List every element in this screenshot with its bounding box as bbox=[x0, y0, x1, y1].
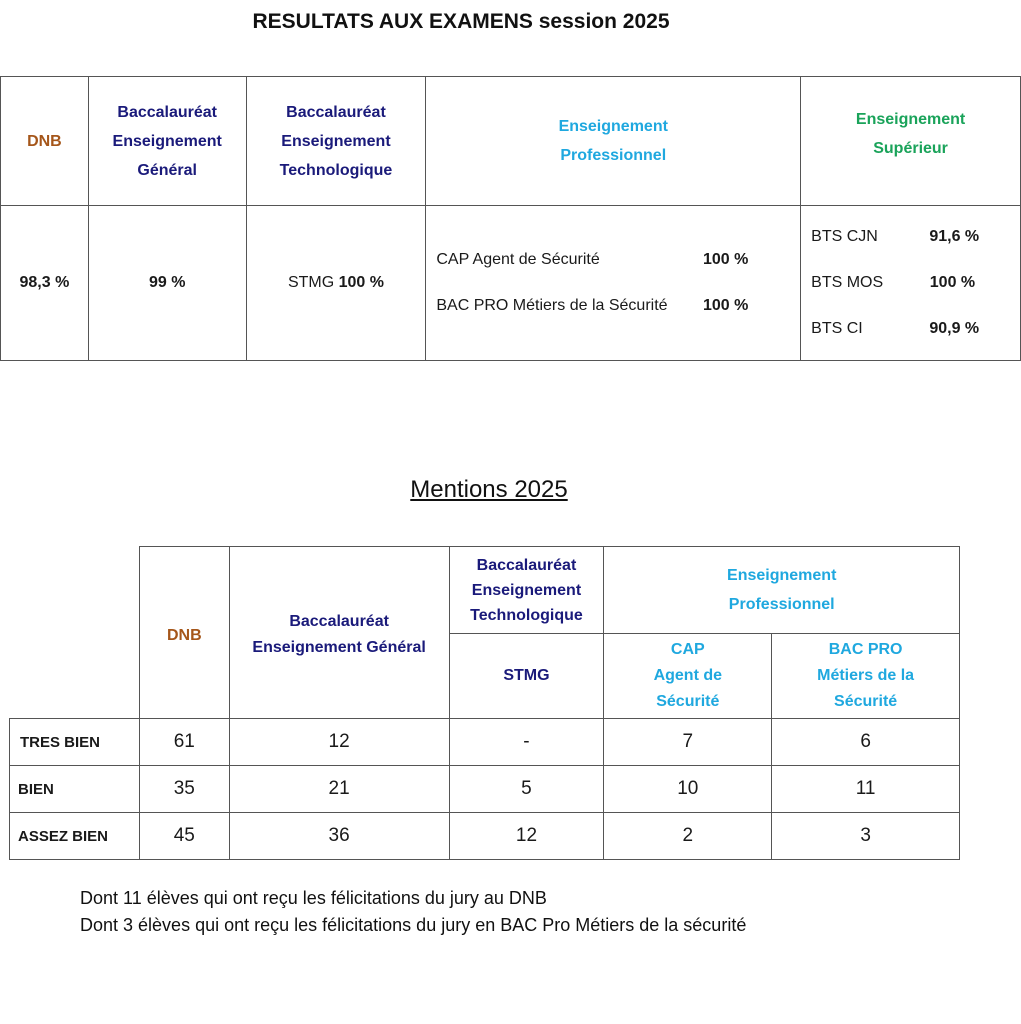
cell-value: - bbox=[449, 719, 604, 766]
cell-value: 6 bbox=[772, 719, 960, 766]
value-dnb: 98,3 % bbox=[1, 206, 89, 361]
stmg-label: STMG bbox=[287, 274, 335, 291]
m-header-pro: Enseignement Professionnel bbox=[604, 547, 960, 634]
cell-value: 21 bbox=[229, 766, 449, 813]
m-header-bac-techno: Baccalauréat Enseignement Technologique bbox=[449, 547, 604, 634]
stmg-value: 100 % bbox=[338, 274, 384, 291]
cell-value: 2 bbox=[604, 813, 772, 860]
mentions-header-row bbox=[10, 547, 960, 634]
cell-value: 7 bbox=[604, 719, 772, 766]
value-bac-general: 99 % bbox=[88, 206, 246, 361]
note-dnb: Dont 11 élèves qui ont reçu les félicitations du jury au DNB bbox=[80, 888, 547, 908]
row-label: ASSEZ BIEN bbox=[10, 813, 140, 860]
m-header-bacpro: BAC PRO Métiers de la Sécurité bbox=[772, 634, 960, 719]
cell-value: 12 bbox=[449, 813, 604, 860]
mentions-row bbox=[10, 766, 960, 813]
pro-line: CAP Agent de Sécurité 100 % bbox=[436, 251, 749, 268]
value-pro bbox=[426, 206, 801, 361]
row-label: TRES BIEN bbox=[10, 719, 140, 766]
cell-value: 11 bbox=[772, 766, 960, 813]
value-bac-techno bbox=[246, 206, 426, 361]
header-bac-general: Baccalauréat Enseignement Général bbox=[88, 77, 246, 206]
header-bac-techno: Baccalauréat Enseignement Technologique bbox=[246, 77, 426, 206]
mentions-title: Mentions 2025 bbox=[410, 476, 568, 503]
results-header-row bbox=[1, 77, 1021, 206]
sup-line: BTS MOS 100 % bbox=[811, 274, 976, 291]
m-header-bac-general: Baccalauréat Enseignement Général bbox=[229, 547, 449, 719]
cell-value: 3 bbox=[772, 813, 960, 860]
cell-value: 45 bbox=[139, 813, 229, 860]
sup-line: BTS CJN 91,6 % bbox=[811, 228, 980, 245]
m-header-stmg: STMG bbox=[449, 634, 604, 719]
empty-corner bbox=[10, 547, 140, 719]
page-title: RESULTATS AUX EXAMENS session 2025 bbox=[252, 10, 670, 33]
mentions-table bbox=[9, 546, 960, 860]
row-label: BIEN bbox=[10, 766, 140, 813]
cell-value: 5 bbox=[449, 766, 604, 813]
value-sup bbox=[801, 206, 1021, 361]
mentions-row bbox=[10, 813, 960, 860]
m-header-dnb: DNB bbox=[139, 547, 229, 719]
cell-value: 61 bbox=[139, 719, 229, 766]
cell-value: 12 bbox=[229, 719, 449, 766]
sup-line: BTS CI 90,9 % bbox=[811, 320, 980, 337]
note-bacpro: Dont 3 élèves qui ont reçu les félicitations du jury en BAC Pro Métiers de la sécurité bbox=[80, 915, 747, 935]
mentions-row bbox=[10, 719, 960, 766]
header-sup: Enseignement Supérieur bbox=[801, 77, 1021, 206]
results-values-row bbox=[1, 206, 1021, 361]
m-header-cap: CAP Agent de Sécurité bbox=[604, 634, 772, 719]
header-pro: Enseignement Professionnel bbox=[426, 77, 801, 206]
pro-line: BAC PRO Métiers de la Sécurité 100 % bbox=[436, 297, 749, 314]
results-table bbox=[0, 76, 1021, 361]
cell-value: 10 bbox=[604, 766, 772, 813]
cell-value: 36 bbox=[229, 813, 449, 860]
header-dnb: DNB bbox=[1, 77, 89, 206]
cell-value: 35 bbox=[139, 766, 229, 813]
